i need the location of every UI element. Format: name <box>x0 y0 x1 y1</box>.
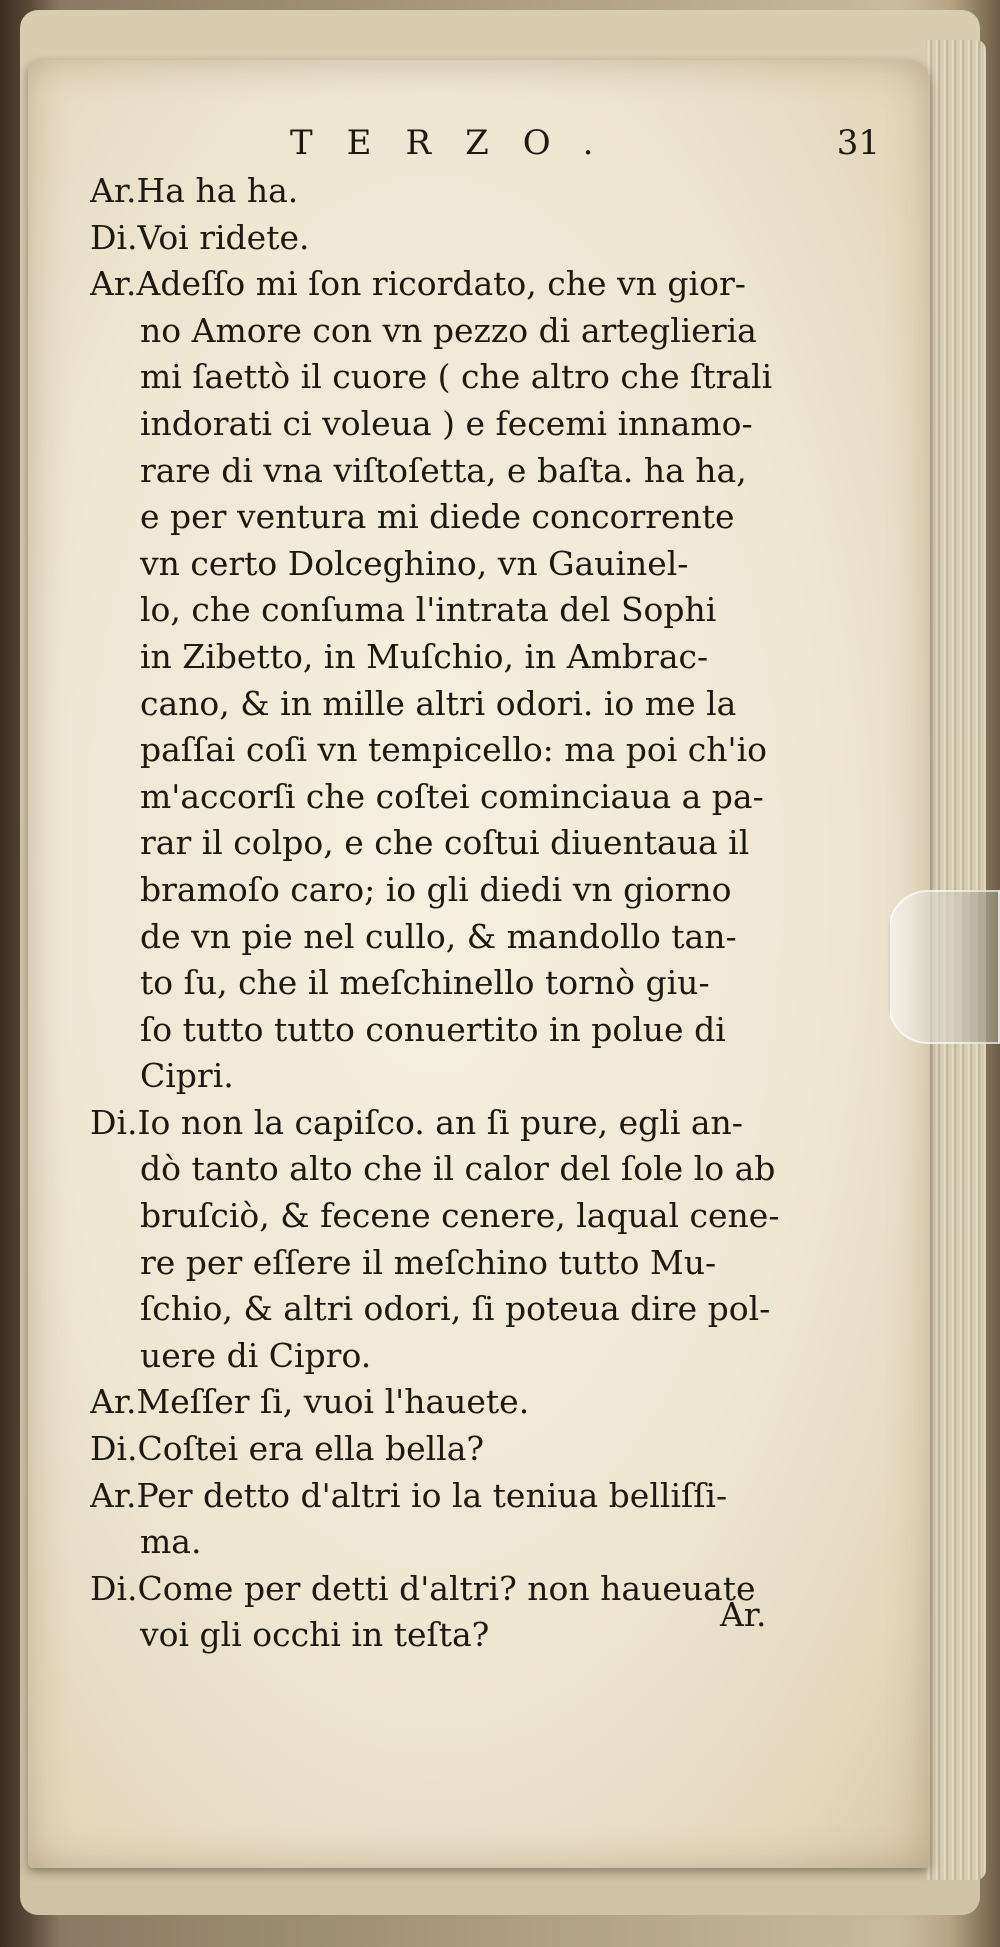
clear-clip <box>888 890 1000 1044</box>
line-text: rare di vna viſtoſetta, e baſta. ha ha, <box>140 450 747 490</box>
text-line <box>90 541 880 588</box>
page-text <box>90 120 880 1659</box>
text-line <box>90 1193 880 1240</box>
line-text: Adeſſo mi ſon ricordato, che vn gior- <box>136 264 746 304</box>
text-line <box>90 1007 880 1054</box>
line-text: lo, che conſuma l'intrata del Sophi <box>140 590 717 630</box>
text-line <box>90 867 880 914</box>
speaker-label: Di. <box>90 1568 138 1608</box>
line-text: no Amore con vn pezzo di arteglieria <box>140 310 757 350</box>
line-text: uere di Cipro. <box>140 1335 372 1375</box>
line-text: Ha ha ha. <box>136 171 299 210</box>
text-line <box>90 1100 880 1147</box>
text-line <box>90 1053 880 1100</box>
line-text: mi ſaettò il cuore ( che altro che ſtrali <box>140 357 773 397</box>
line-text: ſo tutto tutto conuertito in polue di <box>140 1009 726 1049</box>
page-header <box>90 120 880 168</box>
text-line <box>90 634 880 681</box>
line-text: ſchio, & altri odori, ſi poteua dire pol- <box>140 1289 771 1329</box>
line-text: bramoſo caro; io gli diedi vn giorno <box>140 869 732 909</box>
line-text: bruſciò, & fecene cenere, laqual cene- <box>140 1196 780 1236</box>
text-line <box>90 1519 880 1566</box>
text-line <box>90 960 880 1007</box>
text-line <box>90 1240 880 1287</box>
line-text: voi gli occhi in teſta? <box>140 1615 490 1655</box>
text-line <box>90 261 880 308</box>
line-text: rar il colpo, e che coſtui diuentaua il <box>140 823 750 863</box>
line-text: Come per detti d'altri? non haueuate <box>137 1568 756 1608</box>
line-text: Voi ridete. <box>137 217 310 257</box>
page-number: 31 <box>836 123 880 163</box>
line-text: indorati ci voleua ) e fecemi innamo- <box>140 403 753 443</box>
catchword: Ar. <box>720 1595 767 1634</box>
text-line <box>90 587 880 634</box>
speaker-label: Di. <box>90 217 138 257</box>
speaker-label: Ar. <box>90 264 137 304</box>
speaker-label: Di. <box>90 1102 138 1142</box>
line-text: Io non la capiſco. an ſi pure, egli an- <box>137 1102 743 1142</box>
line-text: ma. <box>140 1522 202 1562</box>
speaker-label: Ar. <box>90 171 137 210</box>
dialogue-lines <box>90 168 880 1659</box>
text-line <box>90 914 880 961</box>
speaker-label: Ar. <box>90 1382 137 1422</box>
text-line <box>90 1146 880 1193</box>
line-text: cano, & in mille altri odori. io me la <box>140 683 737 723</box>
text-line <box>90 494 880 541</box>
running-head: TERZO. <box>290 123 628 163</box>
line-text: vn certo Dolceghino, vn Gauinel- <box>140 543 689 583</box>
text-line <box>90 681 880 728</box>
text-line <box>90 1286 880 1333</box>
text-line <box>90 215 880 262</box>
text-line <box>90 401 880 448</box>
text-line <box>90 308 880 355</box>
text-line <box>90 1473 880 1520</box>
line-text: de vn pie nel cullo, & mandollo tan- <box>140 916 737 956</box>
text-line <box>90 354 880 401</box>
line-text: re per eſſere il meſchino tutto Mu- <box>140 1242 717 1282</box>
text-line <box>90 820 880 867</box>
text-line <box>90 727 880 774</box>
line-text: in Zibetto, in Muſchio, in Ambrac- <box>140 636 709 676</box>
speaker-label: Ar. <box>90 1475 137 1515</box>
line-text: Per detto d'altri io la teniua belliſſi- <box>136 1475 728 1515</box>
text-line <box>90 168 880 215</box>
text-line <box>90 1426 880 1473</box>
text-line <box>90 774 880 821</box>
text-line <box>90 448 880 495</box>
speaker-label: Di. <box>90 1429 138 1469</box>
line-text: dò tanto alto che il calor del ſole lo ab <box>140 1149 776 1189</box>
line-text: Meſſer ſi, vuoi l'hauete. <box>136 1382 530 1422</box>
line-text: m'accorſi che coſtei cominciaua a pa- <box>140 776 764 816</box>
text-line <box>90 1333 880 1380</box>
line-text: Cipri. <box>140 1056 234 1096</box>
line-text: paſſai coſi vn tempicello: ma poi ch'io <box>140 730 768 770</box>
line-text: to ſu, che il meſchinello tornò giu- <box>140 963 710 1003</box>
text-line <box>90 1379 880 1426</box>
line-text: e per ventura mi diede concorrente <box>140 497 735 537</box>
line-text: Coſtei era ella bella? <box>137 1429 485 1469</box>
